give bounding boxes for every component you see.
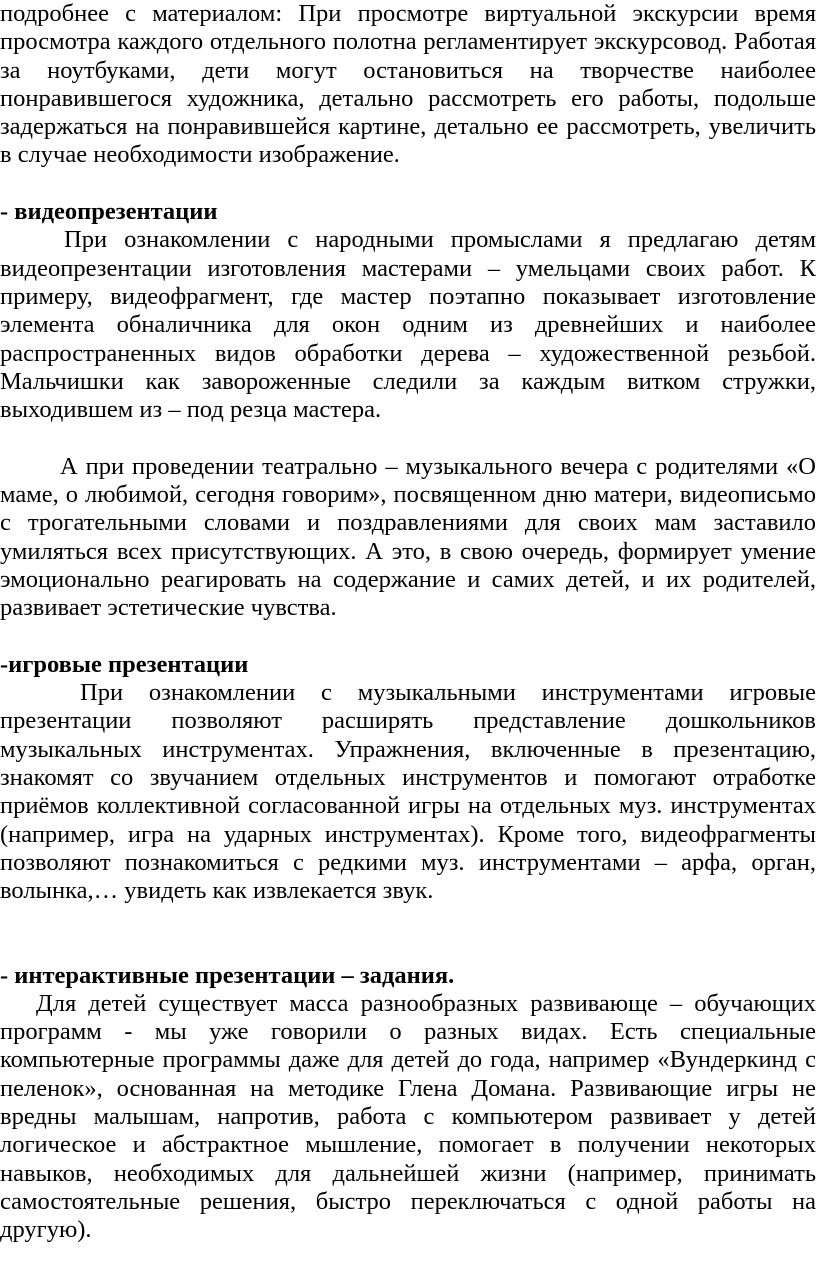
spacer xyxy=(0,623,816,651)
heading-game-presentations: -игровые презентации xyxy=(0,650,249,678)
paragraph-intro: подробнее с материалом: При просмотре виртуальной экскурсии время просмотра каждого отдельного полотна регламентирует экскурсовод. Работая за ноутбуками, дети могут остановиться на творчестве наиболее понравившегося художника, детально рассмотреть его работы, подольше задержаться на понравившейся картине, детально ее рассмотреть, увеличить в случае необходимости изображение. xyxy=(0,0,816,169)
spacer xyxy=(0,170,816,198)
spacer xyxy=(0,424,816,452)
heading-video-presentations: - видеопрезентации xyxy=(0,198,218,226)
spacer xyxy=(0,906,816,962)
paragraph-theatre-evening: А при проведении театрально – музыкального вечера с родителями «О маме, о любимой, сегодня говорим», посвященном дню матери, видеописьмо с трогательными словами и поздравлениями для своих мам заставило умиляться всех присутствующих. А это, в свою очередь, формирует умение эмоционально реагировать на содержание и самих детей, и их родителей, развивает эстетические чувства. xyxy=(0,452,816,622)
heading-interactive-presentations: - интерактивные презентации – задания. xyxy=(0,961,455,989)
paragraph-game-presentations: При ознакомлении с музыкальными инструментами игровые презентации позволяют расширять представление дошкольников музыкальных инструментах. Упражнения, включенные в презентацию, знакомят со звучанием отдельных инструментов и помогают отработке приёмов коллективной согласованной игры на отдельных муз. инструментах (например, игра на ударных инструментах). Кроме того, видеофрагменты позволяют познакомиться с редкими муз. инструментами – арфа, орган, волынка,… увидеть как извлекается звук. xyxy=(0,679,816,905)
paragraph-interactive-presentations: Для детей существует масса разнообразных развивающе – обучающих программ - мы уже говорили о разных видах. Есть специальные компьютерные программы даже для детей до года, например «Вундеркинд с пеленок», основанная на методике Глена Домана. Развивающие игры не вредны малышам, напротив, работа с компьютером развивает у детей логическое и абстрактное мышление, помогает в получении некоторых навыков, необходимых для дальнейшей жизни (например, принимать самостоятельные решения, быстро переключаться с одной работы на другую). xyxy=(0,989,816,1244)
paragraph-video-presentations: При ознакомлении с народными промыслами я предлагаю детям видеопрезентации изготовления мастерами – умельцами своих работ. К примеру, видеофрагмент, где мастер поэтапно показывает изготовление элемента обналичника для окон одним из древнейших и наиболее распространенных видов обработки дерева – художественной резьбой. Мальчишки как завороженные следили за каждым витком стружки, выходившем из – под резца мастера. xyxy=(0,226,816,424)
